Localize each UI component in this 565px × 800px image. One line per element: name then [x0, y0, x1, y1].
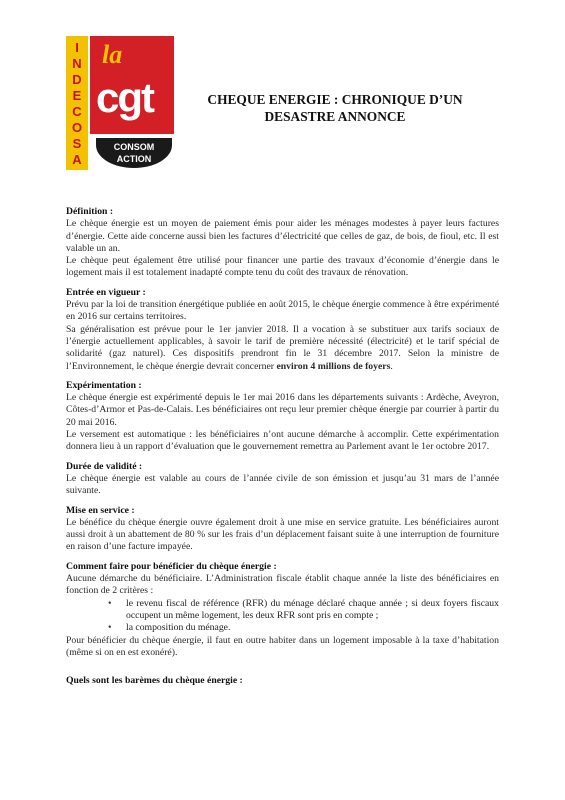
indecosa-vertical-bar [66, 36, 88, 170]
paragraph: Le bénéfice du chèque énergie ouvre également droit à une mise en service gratuite. Les bénéficiaires auront aussi droit à un abattement de 80 % sur les frais d’un déplacement faisant suite à une interruption de fourniture en raison d’une facture impayée. [66, 516, 499, 553]
paragraph: Le chèque peut également être utilisé pour financer une partie des travaux d’économie d’énergie dans le logement mais il est totalement inadapté compte tenu du coût des travaux de rénovation. [66, 255, 499, 279]
consom-action-badge [96, 138, 172, 168]
paragraph: Le chèque énergie est un moyen de paiement émis pour aider les ménages modestes à payer leurs factures d’énergie. Cette aide concerne aussi bien les factures d’électricité que celles de gaz, de bois, de fioul, etc. Il est valable un an. [66, 218, 499, 254]
paragraph: Le chèque énergie est valable au cours de l’année civile de son émission et jusqu’au 31 mars de l’année suivante. [66, 472, 499, 497]
document-body [66, 206, 499, 687]
list-item: • la composition du ménage. [126, 622, 499, 634]
logo-letter: D [72, 71, 82, 87]
title-line-2: DESASTRE ANNONCE [264, 109, 406, 124]
title-line-1: CHEQUE ENERGIE : CHRONIQUE D’UN [207, 92, 463, 107]
paragraph: Prévu par la loi de transition énergétique publiée en août 2015, le chèque énergie commence à être expérimenté en 2016 sur certains territoires. [66, 299, 499, 323]
logo-letter: S [72, 135, 82, 151]
section-heading-experimentation: Expérimentation : [66, 379, 142, 391]
logo-letter: N [72, 55, 82, 71]
logo-letter: E [72, 87, 82, 103]
section-heading-definition: Définition : [66, 206, 114, 217]
consom-text: CONSOM [113, 142, 155, 152]
logo-la-text: la [102, 40, 123, 69]
page-title [190, 91, 480, 125]
criteria-list [66, 598, 499, 635]
indecosa-cgt-logo [66, 36, 174, 170]
section-heading-entree: Entrée en vigueur : [66, 286, 146, 298]
section-heading-baremes: Quels sont les barèmes du chèque énergie : [66, 675, 243, 687]
section-heading-duree: Durée de validité : [66, 460, 143, 472]
paragraph: Le versement est automatique : les bénéficiaires n’ont aucune démarche à accomplir. Cette expérimentation donnera lieu à un rapport d’évaluation que le gouvernement remettra au Parlement avant le 1er octobre 2017. [66, 429, 499, 453]
logo-cgt-text: cgt [96, 74, 153, 121]
logo-letter: I [75, 39, 79, 55]
paragraph [66, 324, 499, 373]
logo-letter: C [72, 103, 82, 119]
logo-letter: A [72, 151, 82, 167]
paragraph: Pour bénéficier du chèque énergie, il faut en outre habiter dans un logement imposable à la taxe d’habitation (même si on en est exonéré). [66, 634, 499, 658]
section-heading-comment: Comment faire pour bénéficier du chèque énergie : [66, 560, 277, 572]
paragraph: Aucune démarche du bénéficiaire. L’Administration fiscale établit chaque année la liste des bénéficiaires en fonction de 2 critères : [66, 573, 499, 597]
bold-text-run: environ 4 millions de foyers [276, 360, 391, 372]
list-item: • le revenu fiscal de référence (RFR) du ménage déclaré chaque année ; si deux foyers fiscaux occupent un même logement, les deux RFR sont pris en compte ; [126, 598, 499, 623]
paragraph: Le chèque énergie est expérimenté depuis le 1er mai 2016 dans les départements suivants : Ardèche, Aveyron, Côtes-d’Armor et Pas-de-Calais. Les bénéficiaires ont reçu leur premier chèque énergie par courrier à partir du 20 mai 2016. [66, 392, 499, 428]
logo-letter: O [71, 119, 83, 135]
text-run: Sa généralisation est prévue pour le 1er janvier 2018. Il a vocation à se substituer aux tarifs sociaux de l’énergie actuellement applicables, à savoir le tarif de première nécessité (électricité) et le tarif spécial de solidarité (gaz naturel). Ces dispositifs prendront fin le 31 décembre 2017. Selon la ministre de l’Environnement, le chèque énergie devrait concerner [66, 323, 499, 372]
section-heading-mise-en-service: Mise en service : [66, 504, 135, 516]
action-text: ACTION [116, 154, 152, 164]
text-run: . [390, 360, 393, 372]
